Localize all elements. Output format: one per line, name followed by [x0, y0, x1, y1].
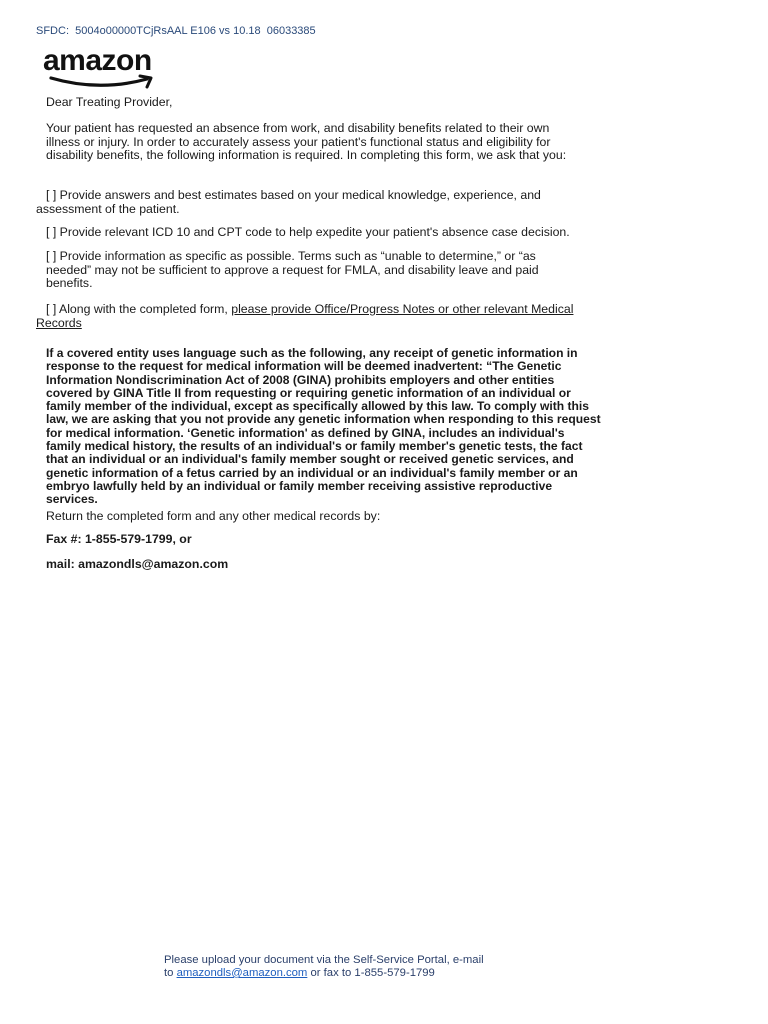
footer-email-link[interactable]: amazondls@amazon.com	[176, 967, 308, 979]
checklist-item-2: [ ] Provide relevant ICD 10 and CPT code to help expedite your patient's absence case decision.	[46, 225, 570, 239]
mail-address: mail: amazondls@amazon.com	[46, 557, 229, 571]
salutation: Dear Treating Provider,	[46, 95, 173, 109]
gina-notice: If a covered entity uses language such as the following, any receipt of genetic information in response to the request for medical information will be deemed inadvertent: “The Genetic Information Nondiscrimination Act of 2008 (GINA) prohibits employers and other entities covered by GINA Title II from requesting or requiring genetic information of an individual or family member of the individual, except as specifically allowed by this law. To comply with this law, we are asking that you not provide any genetic information when responding to this request for medical information. ‘Genetic information' as defined by GINA, includes an individual's family medical history, the results of an individual's or family member's genetic tests, the fact that an individual or an individual's family member sought or received genetic services, and genetic information of a fetus carried by an individual or an individual's family member or an embryo lawfully held by an individual or family member receiving assistive reproductive services.	[46, 346, 601, 507]
checklist-item-1: [ ] Provide answers and best estimates based on your medical knowledge, experience, and assessment of the patient.	[36, 188, 541, 216]
logo-wordmark: amazon	[43, 44, 152, 77]
fax-number: Fax #: 1-855-579-1799, or	[46, 532, 192, 546]
footer-prefix: Please upload your document via the Self-Service Portal, e-mail to	[164, 954, 484, 979]
footer-suffix: or fax to 1-855-579-1799	[307, 967, 435, 979]
medical-records-link: please provide Office/Progress Notes or other relevant Medical Records	[36, 302, 574, 330]
amazon-logo	[43, 44, 163, 94]
checklist-item-4-prefix: [ ] Along with the completed form,	[46, 302, 232, 316]
checklist-item-3: [ ] Provide information as specific as possible. Terms such as “unable to determine,” or “as needed” may not be sufficient to approve a request for FMLA, and disability leave and paid benefits.	[46, 249, 539, 291]
intro-paragraph: Your patient has requested an absence from work, and disability benefits related to their own illness or injury. In order to accurately assess your patient's functional status and eligibility for disability benefits, the following information is required. In completing this form, we ask that you:	[46, 121, 567, 163]
case-reference: SFDC: 5004o00000TCjRsAAL E106 vs 10.18 06033385	[36, 25, 316, 37]
return-instructions: Return the completed form and any other medical records by:	[46, 509, 381, 523]
amazon-smile-icon	[47, 74, 157, 90]
checklist-item-4	[36, 303, 596, 330]
footer-note	[164, 954, 484, 980]
